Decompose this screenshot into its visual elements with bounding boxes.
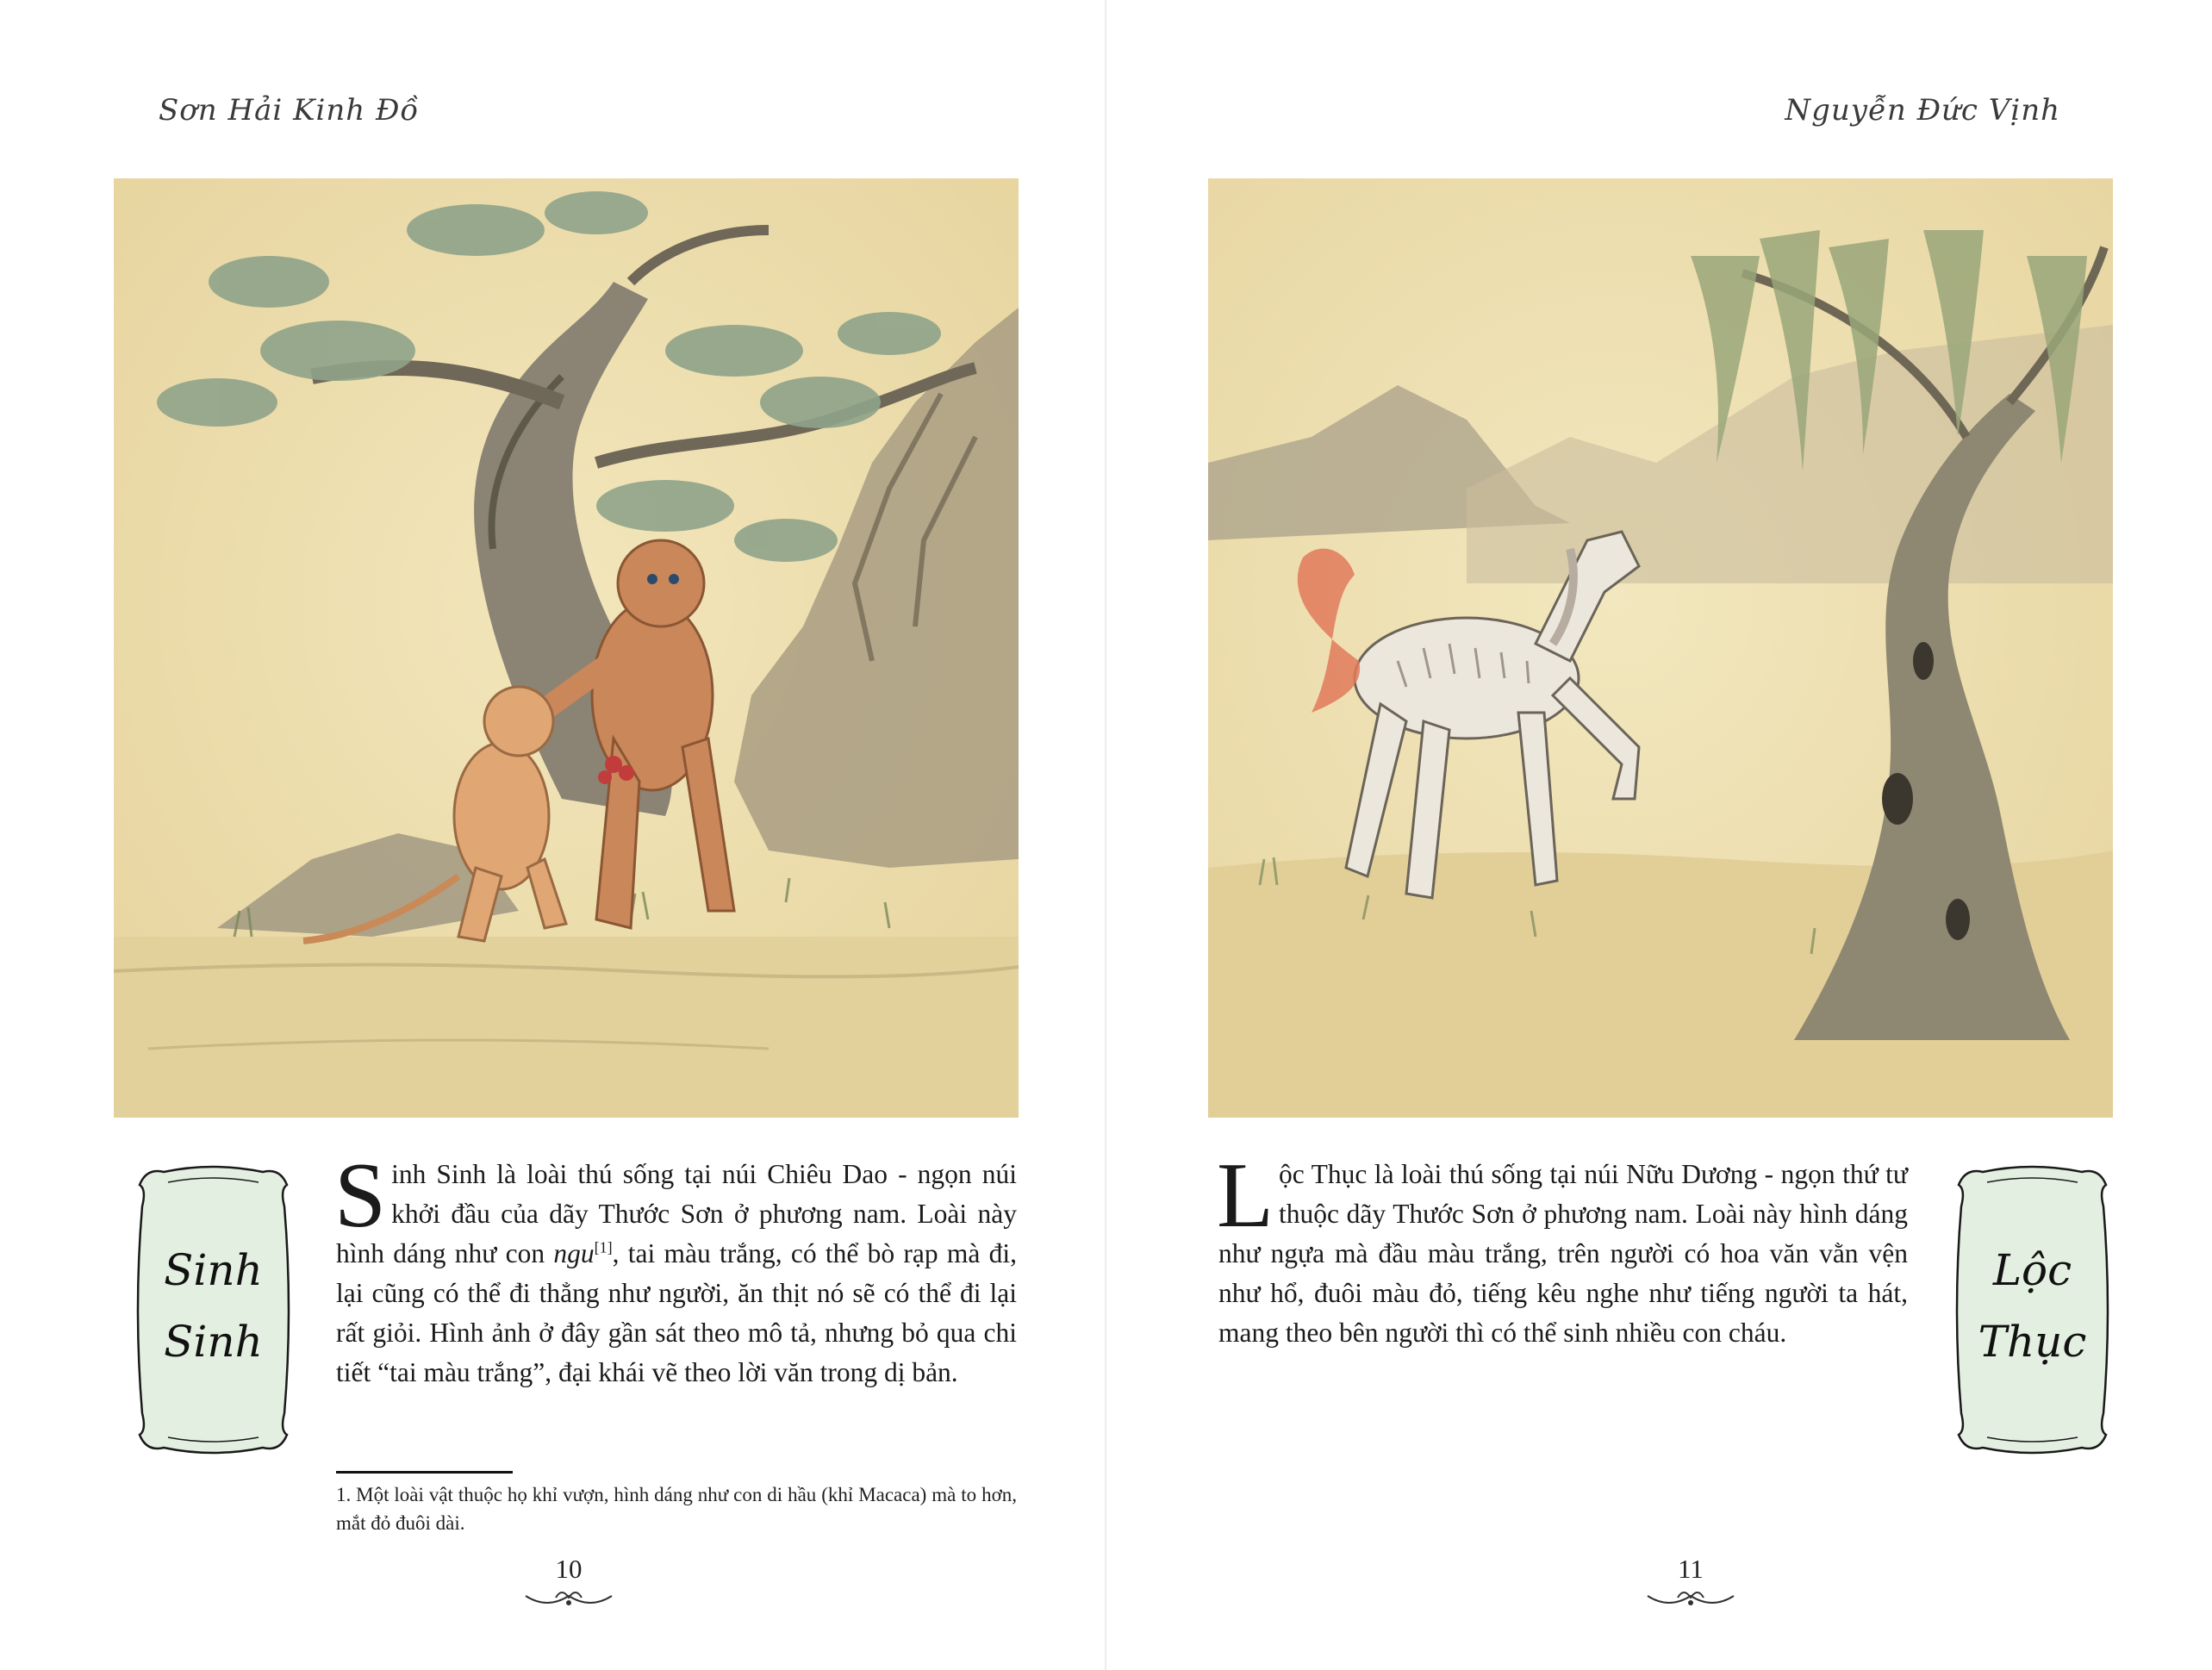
body-text-part-1: inh Sinh là loài thú sống tại núi Chiêu Dao - ngọn núi khởi đầu của dãy Thước Sơn ở phương nam. Loài này hình dáng như con: [336, 1159, 1017, 1268]
illustration-loc-thuc: [1208, 178, 2113, 1118]
body-text-loc-thuc: [1217, 1144, 1908, 1353]
title-word-2: Sinh: [164, 1317, 263, 1367]
page-ornament-icon: [1643, 1586, 1738, 1611]
drop-cap: S: [334, 1144, 387, 1247]
title-card-loc-thuc: [1953, 1163, 2112, 1456]
ornamental-frame-icon: [134, 1163, 293, 1456]
monkeys-painting-icon: [114, 178, 1019, 1118]
page-number: 11: [1678, 1554, 1704, 1584]
title-card-sinh-sinh: [134, 1163, 293, 1456]
drop-cap: L: [1217, 1144, 1274, 1247]
ornamental-frame-icon: [1953, 1163, 2112, 1456]
footnote-reference[interactable]: [1]: [594, 1238, 613, 1256]
right-page: [1106, 0, 2212, 1670]
footnote-divider: [336, 1471, 513, 1474]
title-word-2: Thục: [1978, 1317, 2087, 1367]
body-text-sinh-sinh: [334, 1144, 1017, 1393]
body-text: ộc Thục là loài thú sống tại núi Nữu Dương - ngọn thứ tư thuộc dãy Thước Sơn ở phương nam. Loài này hình dáng như ngựa mà đầu màu trắng, trên người có hoa văn vằn vện như hổ, đuôi màu đỏ, tiếng kêu nghe như tiếng người ta hát, mang theo bên người thì có thể sinh nhiều con cháu.: [1218, 1159, 1908, 1348]
footnote-text: 1. Một loài vật thuộc họ khỉ vượn, hình dáng như con di hầu (khỉ Macaca) mà to hơn, mắt đỏ đuôi dài.: [336, 1484, 1017, 1534]
running-head-author: Nguyễn Đức Vịnh: [1785, 93, 2060, 128]
illustration-sinh-sinh: [114, 178, 1019, 1118]
body-text-part-2: , tai màu trắng, có thể bò rạp mà đi, lại cũng có thể đi thẳng như người, ăn thịt nó sẽ có thể đi lại rất giỏi. Hình ảnh ở đây gần sát theo mô tả, nhưng bỏ qua chi tiết “tai màu trắng”, đại khái vẽ theo lời văn trong dị bản.: [336, 1238, 1017, 1387]
body-italic-word: ngu: [553, 1238, 595, 1268]
title-word-1: Lộc: [1992, 1245, 2072, 1295]
title-word-1: Sinh: [164, 1245, 263, 1295]
page-ornament-icon: [521, 1586, 616, 1611]
running-head-book-title: Sơn Hải Kinh Đồ: [159, 93, 420, 128]
horse-painting-icon: [1208, 178, 2113, 1118]
page-number: 10: [555, 1554, 583, 1584]
